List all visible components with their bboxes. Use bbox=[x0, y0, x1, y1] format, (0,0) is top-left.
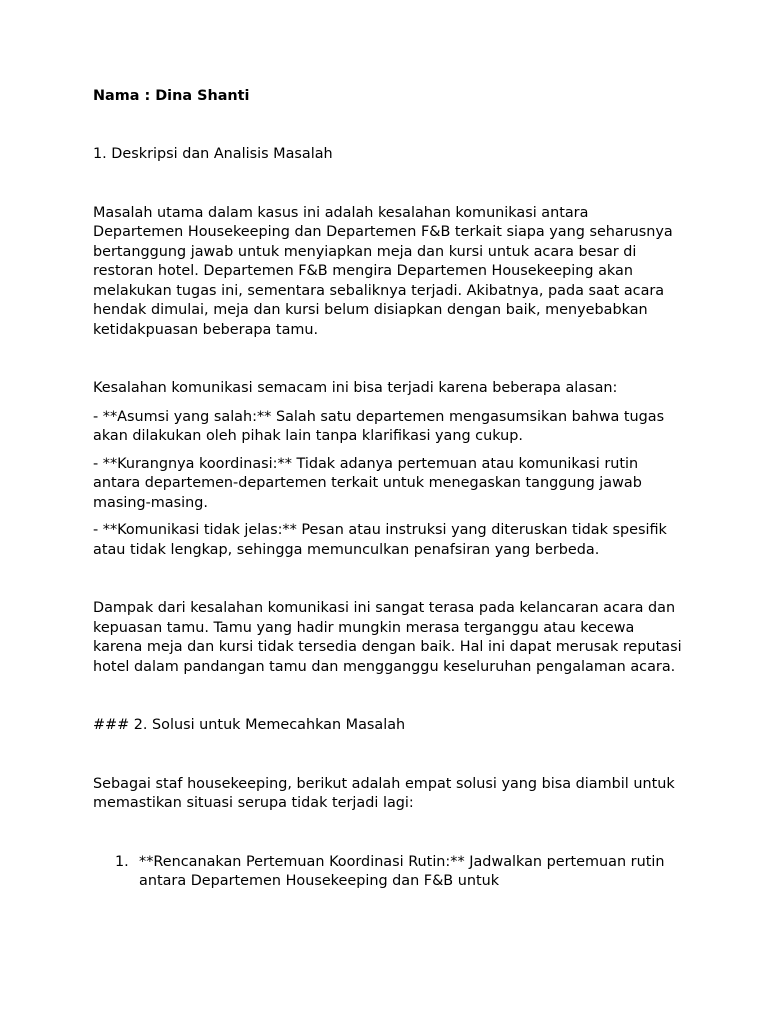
paragraph-reasons-intro: Kesalahan komunikasi semacam ini bisa terjadi karena beberapa alasan: bbox=[93, 380, 618, 396]
document-body bbox=[93, 87, 683, 892]
author-name: Nama : Dina Shanti bbox=[93, 88, 250, 104]
list-item-text: **Rencanakan Pertemuan Koordinasi Rutin:** Jadwalkan pertemuan rutin antara Departemen Housekeeping dan F&B untuk bbox=[139, 853, 665, 889]
section-2-heading: ### 2. Solusi untuk Memecahkan Masalah bbox=[93, 717, 406, 733]
paragraph-problem: Masalah utama dalam kasus ini adalah kesalahan komunikasi antara Departemen Housekeeping dan Departemen F&B terkait siapa yang seharusnya bertanggung jawab untuk menyiapkan meja dan kursi untuk acara besar di restoran hotel. Departemen F&B mengira Departemen Housekeeping akan melakukan tugas ini, sementara sebaliknya terjadi. Akibatnya, pada saat acara hendak dimulai, meja dan kursi belum disiapkan dengan baik, menyebabkan ketidakpuasan beberapa tamu. bbox=[93, 204, 673, 338]
bullet-item: - **Komunikasi tidak jelas:** Pesan atau instruksi yang diteruskan tidak spesifik atau tidak lengkap, sehingga memunculkan penafsiran yang berbeda. bbox=[93, 522, 667, 558]
bullet-item: - **Kurangnya koordinasi:** Tidak adanya pertemuan atau komunikasi rutin antara departemen-departemen terkait untuk menegaskan tanggung jawab masing-masing. bbox=[93, 455, 642, 511]
list-item-number: 1. bbox=[115, 853, 129, 870]
paragraph-solutions-intro: Sebagai staf housekeeping, berikut adalah empat solusi yang bisa diambil untuk memastikan situasi serupa tidak terjadi lagi: bbox=[93, 775, 675, 811]
bullet-item: - **Asumsi yang salah:** Salah satu departemen mengasumsikan bahwa tugas akan dilakukan oleh pihak lain tanpa klarifikasi yang cukup. bbox=[93, 408, 665, 444]
solutions-list bbox=[93, 853, 683, 892]
paragraph-impact: Dampak dari kesalahan komunikasi ini sangat terasa pada kelancaran acara dan kepuasan tamu. Tamu yang hadir mungkin merasa terganggu atau kecewa karena meja dan kursi tidak tersedia dengan baik. Hal ini dapat merusak reputasi hotel dalam pandangan tamu dan mengganggu keseluruhan pengalaman acara. bbox=[93, 600, 682, 675]
section-1-heading: 1. Deskripsi dan Analisis Masalah bbox=[93, 146, 333, 162]
list-item bbox=[93, 853, 683, 892]
